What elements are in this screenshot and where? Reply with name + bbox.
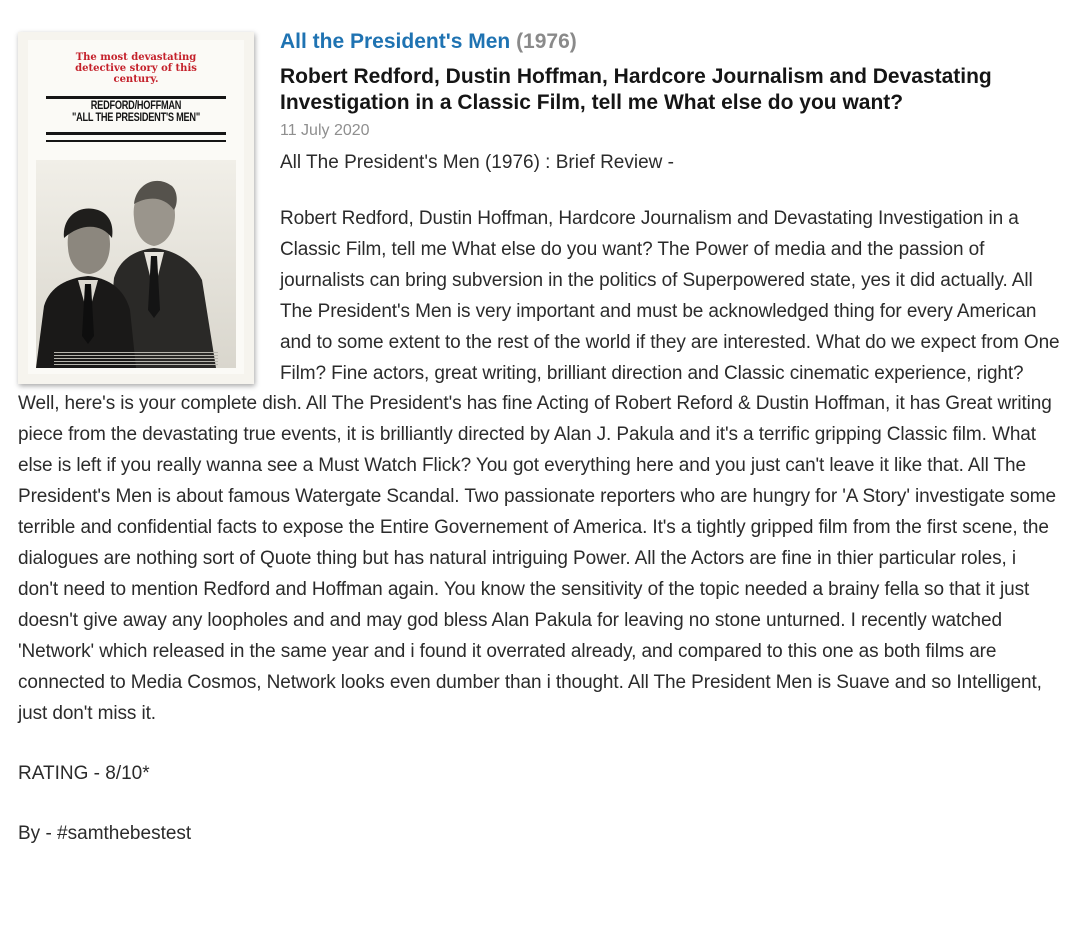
review-body: Robert Redford, Dustin Hoffman, Hardcore Journalism and Devastating Investigation in a Classic Film, tell me What else do you want? The Power of media and the passion of journalists can bring subversion in the politics of Superpowered state, yes it did actually. All The President's Men is very important and must be acknowledged thing for every American and to some extent to the rest of the world if they are interested. What do we expect from One Film? Fine actors, great writing, brilliant direction and Classic cinematic experience, right? Well, here's is your complete dish. All The President's has fine Acting of Robert Reford & Dustin Hoffman, it has Great writing piece from the devastating true events, it is brilliantly directed by Alan J. Pakula and it's a terrific gripping Classic film. What else is left if you really wanna see a Must Watch Flick? You got everything here and you just can't leave it like that. All The President's Men is about famous Watergate Scandal. Two passionate reporters who are hungry for 'A Story' investigate some terrible and confidential facts to expose the Entire Governement of America. It's a tightly gripped film from the first scene, the dialogues are nothing sort of Quote thing but has natural intriguing Power. All the Actors are fine in thier particular roles, i don't need to mention Redford and Hoffman again. You know the sensitivity of the topic needed a brainy fella so that it just doesn't give away any loopholes and and may god bless Alan Pakula for leaving no stone unturned. I recently watched 'Network' which released in the same year and i found it overrated already, and compared to this one as both films are connected to Media Cosmos, Network looks even dumber than i thought. All The President Men is Suave and so Intelligent, just don't miss it. [18, 208, 1060, 724]
review-card [18, 28, 1060, 849]
movie-title-link[interactable]: All the President's Men [280, 30, 511, 53]
review-author: By - #samthebestest [18, 823, 192, 845]
movie-poster[interactable] [18, 32, 254, 384]
poster-frame [28, 40, 244, 374]
poster-credit [50, 100, 223, 124]
review-subtitle: All The President's Men (1976) : Brief Review - [280, 152, 674, 173]
poster-credit-names: REDFORD/HOFFMAN [90, 100, 182, 112]
review-rating: RATING - 8/10* [18, 763, 150, 785]
review-date: 11 July 2020 [280, 122, 370, 139]
movie-year: (1976) [516, 30, 577, 53]
poster-divider [46, 140, 226, 142]
poster-credit-title: "ALL THE PRESIDENT'S MEN" [72, 112, 200, 124]
poster-tagline: The most devastating detective story of this century. [75, 52, 197, 85]
poster-divider [46, 96, 226, 99]
poster-billing-block [54, 352, 218, 366]
poster-divider [46, 132, 226, 135]
poster-photo [36, 160, 236, 368]
review-headline: Robert Redford, Dustin Hoffman, Hardcore Journalism and Devastating Investigation in a Classic Film, tell me What else do you want? [280, 65, 992, 114]
